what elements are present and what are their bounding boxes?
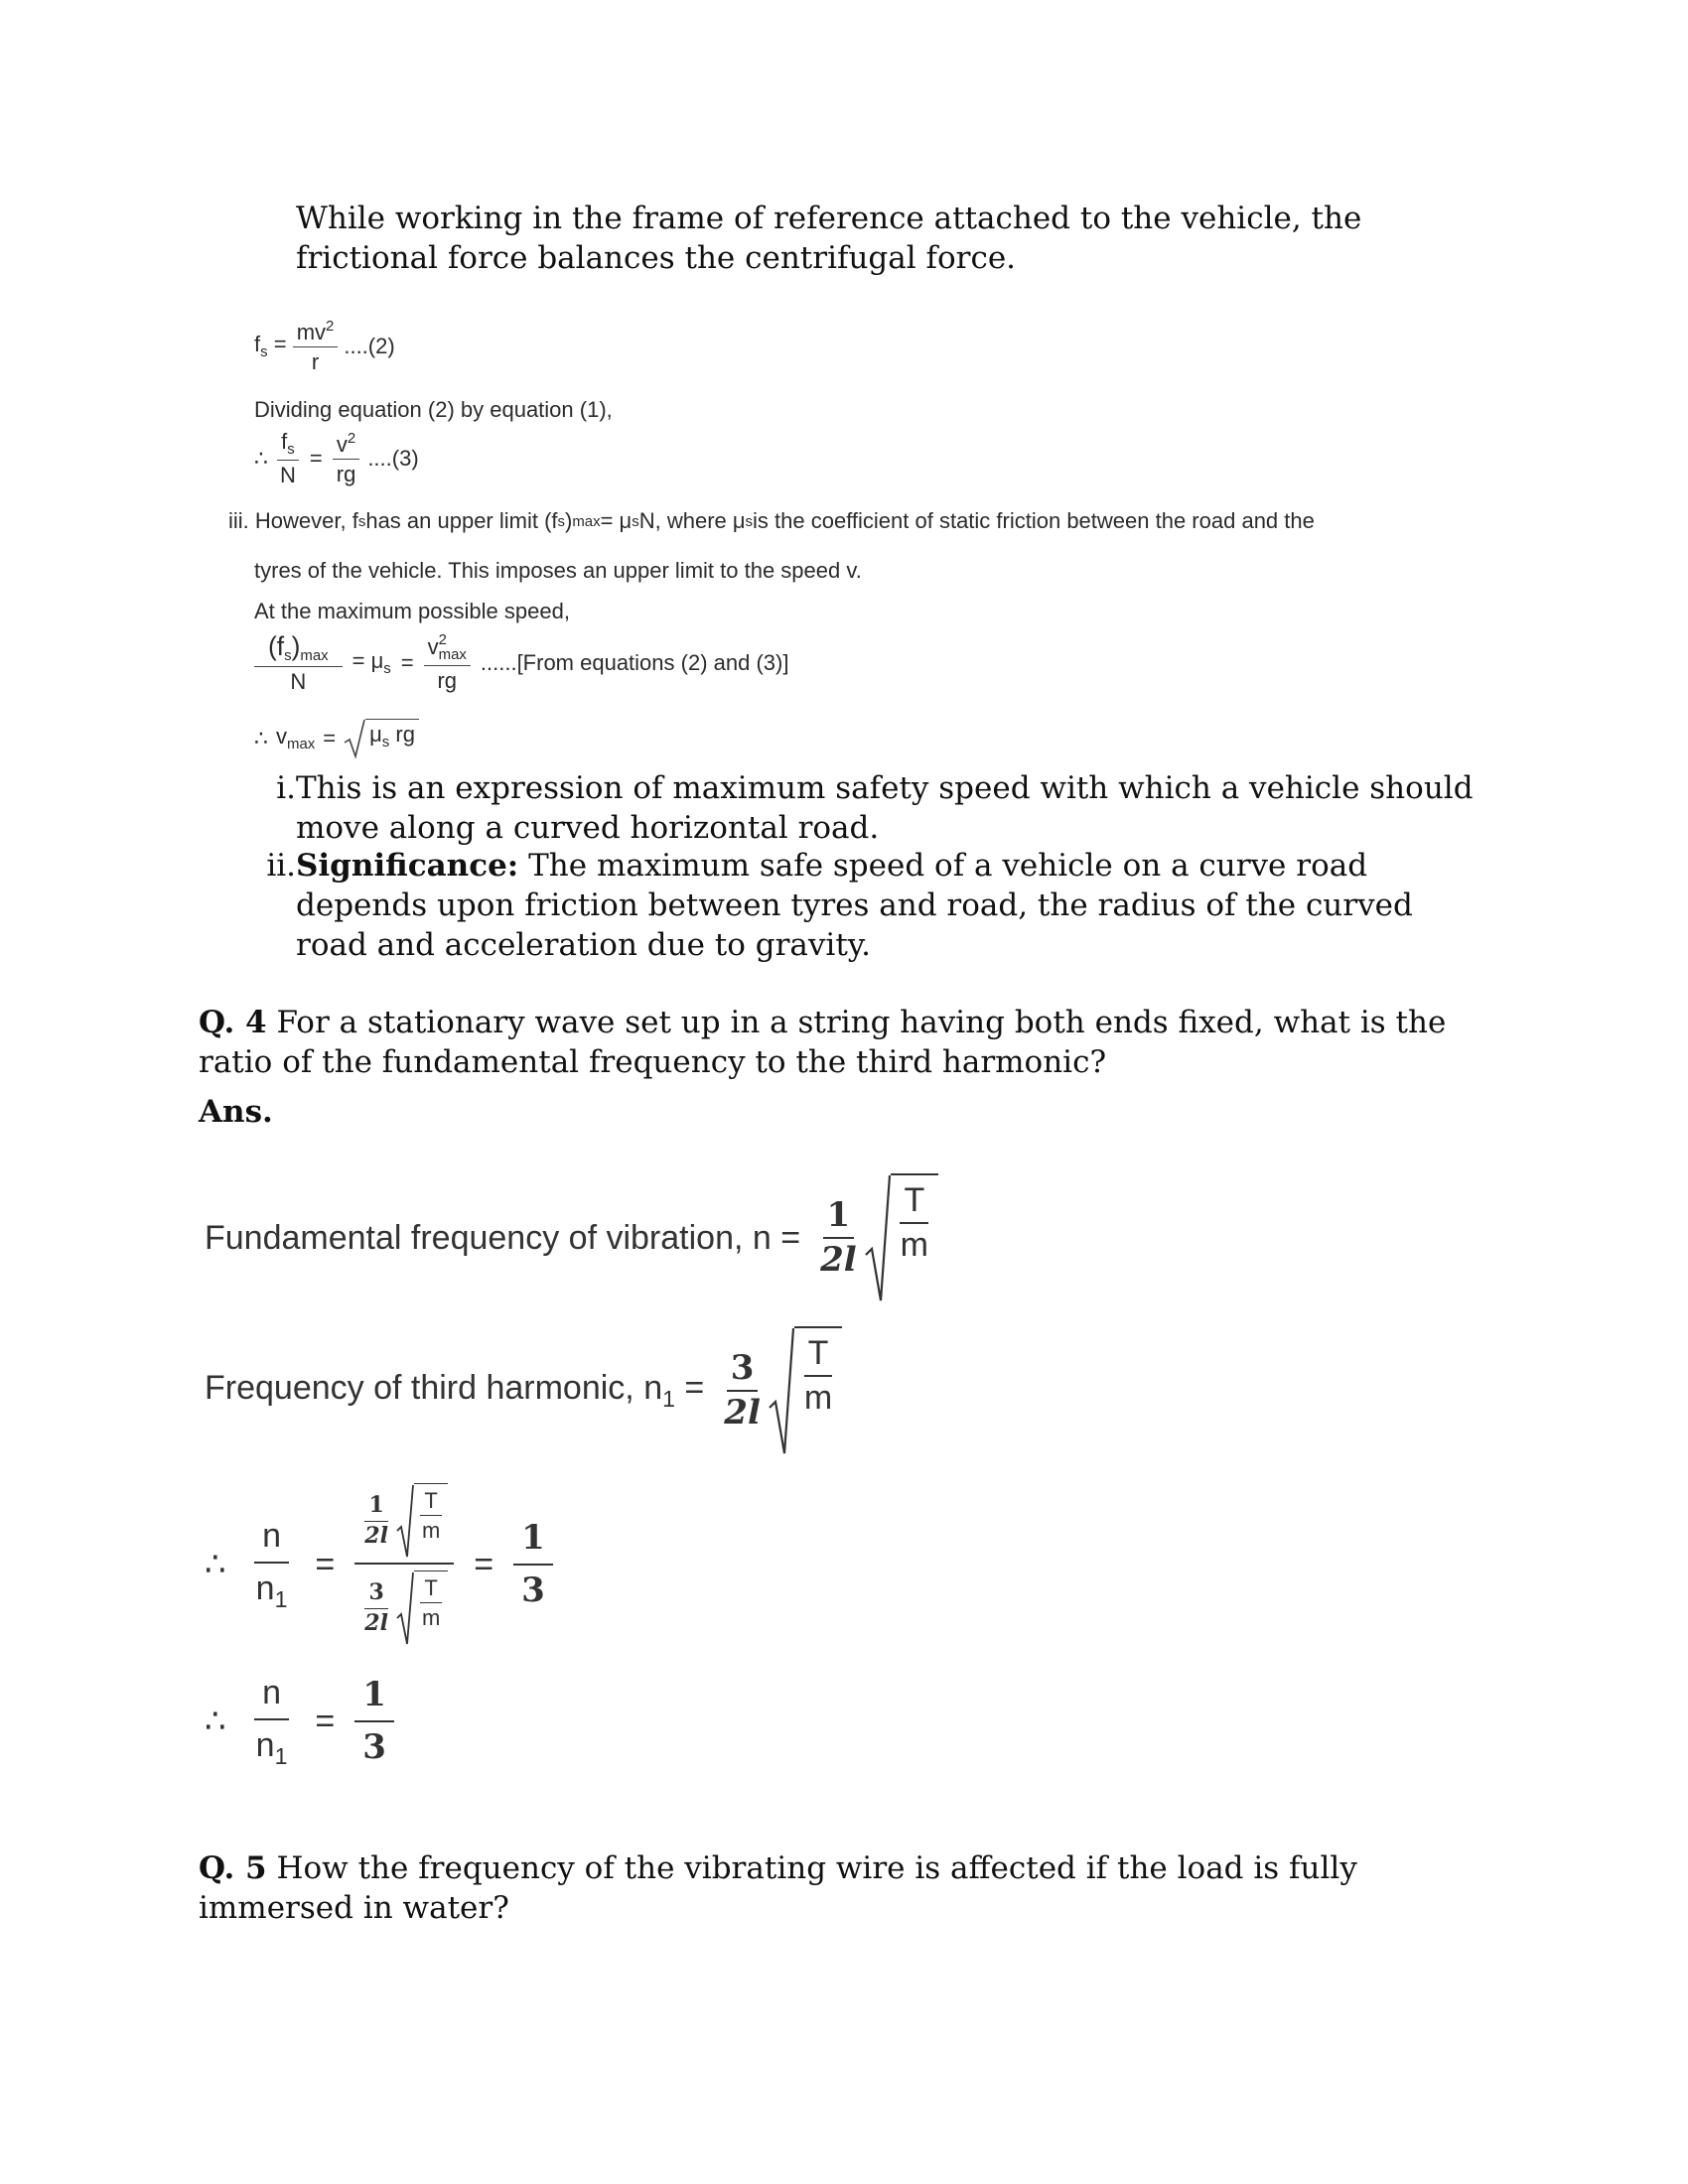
square-root: $\frac{T}{m}$ — [769, 1326, 842, 1455]
list-item: ii. Significance: The maximum safe speed of a vehicle on a curve road depends upon friction between tyres and road, the radius of the curved road and acceleration due to gravity. — [266, 848, 1413, 963]
dividing-text: Dividing equation (2) by equation (1), — [254, 397, 613, 422]
equation-5: ∴ $v_{max}$ = $\mu_s$ rg — [254, 719, 419, 758]
point-iii: iii. However, f s has an upper limit (f s ) max = μ s N, where μ s is the coefficient of static friction between the road and the — [228, 508, 1315, 533]
list-item: i. This is an expression of maximum safety speed with which a vehicle should move along a curved horizontal road. — [276, 770, 1474, 846]
equation-2: $f_s$ = $\frac{mv^2}{r}$ ....(2) — [254, 318, 395, 375]
answer-label: Ans. — [199, 1094, 273, 1130]
intro-paragraph: While working in the frame of reference attached to the vehicle, the frictional force balances the centrifugal force. — [296, 201, 1362, 276]
fundamental-frequency-equation: Fundamental frequency of vibration, n = $\frac{1}{2l}$ $\frac{T}{m}$ — [205, 1173, 938, 1302]
question-4: Q. 4 For a stationary wave set up in a string having both ends fixed, what is the ratio of the fundamental frequency to the third harmonic? — [199, 1005, 1447, 1080]
final-ratio-equation: ∴ $\frac{n}{n_1}$ = $\frac{1}{3}$ — [205, 1674, 394, 1770]
max-speed-text: At the maximum possible speed, — [254, 599, 570, 623]
third-harmonic-equation: Frequency of third harmonic, $n_1$ = $\frac{3}{2l}$ $\frac{T}{m}$ — [205, 1326, 842, 1455]
equation-3: ∴ $\frac{f_s}{N}$ = $\frac{v^2}{rg}$ ....(3) — [254, 429, 419, 488]
equation-tag: ....(3) — [367, 445, 419, 471]
equation-4: $\frac{(f_s)_{max}}{N}$ = $\mu_s$ = v 2 max rg ......[From equations (2) and (3)] — [254, 631, 788, 695]
ratio-equation: ∴ $\frac{n}{n_1}$ = $\frac{1}{2l}$ $\frac{T}{m}$ $\frac{3}{2l}$ $\frac{T}{m}$ = $\frac{1}{3}$ — [205, 1483, 553, 1646]
square-root: $\mu_s$ rg — [344, 719, 419, 758]
square-root: $\frac{T}{m}$ — [865, 1173, 938, 1302]
fraction: $\frac{mv^2}{r}$ — [293, 318, 339, 375]
equation-tag: ....(2) — [344, 333, 395, 358]
point-iii-line2: tyres of the vehicle. This imposes an upper limit to the speed v. — [254, 558, 862, 583]
equation-tag: ......[From equations (2) and (3)] — [480, 649, 789, 675]
question-5: Q. 5 How the frequency of the vibrating wire is affected if the load is fully immersed in water? — [199, 1850, 1357, 1926]
